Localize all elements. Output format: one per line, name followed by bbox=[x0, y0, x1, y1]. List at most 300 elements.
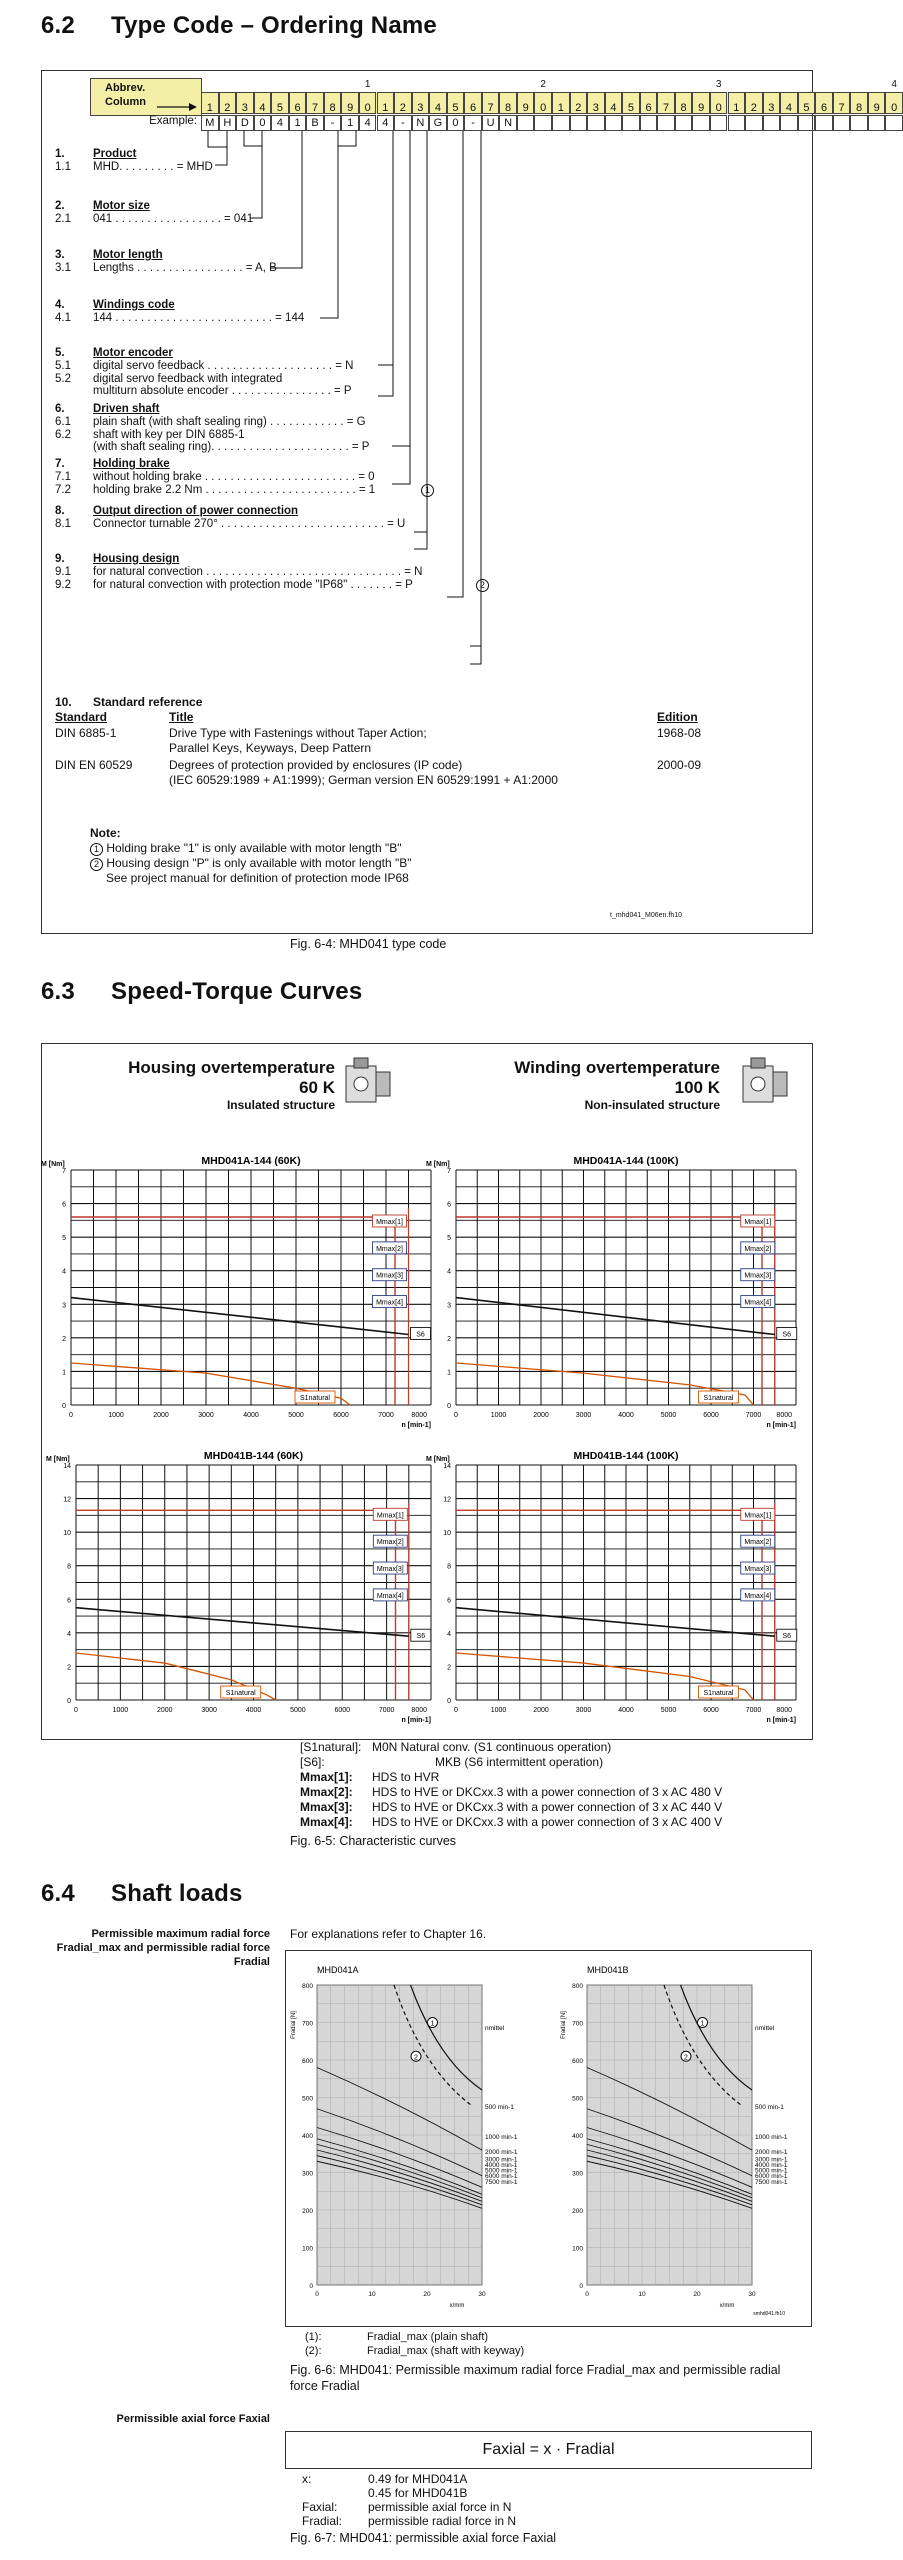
section-title: Type Code – Ordering Name bbox=[111, 12, 437, 39]
type-code-item bbox=[55, 403, 515, 454]
curve-marker-1-label: 1 bbox=[700, 2020, 705, 2028]
right-header-temp: 100 K bbox=[674, 1078, 720, 1097]
x-axis-label: n [min-1] bbox=[401, 1717, 431, 1724]
mmax-label: Mmax[1] bbox=[376, 1219, 403, 1226]
column-tens-cell: 1 bbox=[364, 79, 371, 90]
speed-torque-charts bbox=[41, 1120, 811, 1740]
item-line-text: shaft with key per DIN 6885-1 bbox=[93, 428, 245, 441]
y-tick-label: 800 bbox=[572, 1983, 583, 1990]
column-number-cell: 6 bbox=[640, 92, 658, 114]
note-1: Holding brake "1" is only available with motor length "B" bbox=[106, 841, 402, 855]
def-key: Fradial: bbox=[302, 2514, 343, 2528]
column-number-cell: 5 bbox=[271, 92, 289, 114]
y-tick-label: 2 bbox=[67, 1664, 71, 1672]
y-tick-label: 300 bbox=[302, 2170, 313, 2178]
y-tick-label: 0 bbox=[67, 1698, 71, 1705]
right-header bbox=[480, 1058, 720, 1112]
column-number-cell: 3 bbox=[587, 92, 605, 114]
x-tick-label: 5000 bbox=[660, 1412, 677, 1419]
std-col-standard: Standard bbox=[55, 710, 108, 724]
item-line-number: 5.2 bbox=[55, 372, 71, 385]
figure-caption-6-6: Fig. 6-6: MHD041: Permissible maximum radial force Fradial_max and permissible radial force Fradial bbox=[290, 2363, 781, 2393]
y-tick-label: 8 bbox=[447, 1563, 451, 1571]
column-number-cell: 7 bbox=[306, 92, 324, 114]
column-number-cell: 9 bbox=[868, 92, 886, 114]
mmax-label: Mmax[3] bbox=[744, 1272, 772, 1280]
column-number-cell: 6 bbox=[815, 92, 833, 114]
item-heading: Motor encoder bbox=[93, 347, 173, 359]
curve-marker-2-label: 2 bbox=[684, 2054, 688, 2062]
y-tick-label: 7 bbox=[62, 1168, 66, 1175]
x-tick-label: 10 bbox=[368, 2291, 376, 2298]
x-axis-label: n [min-1] bbox=[766, 1717, 796, 1724]
std-code: DIN EN 60529 bbox=[55, 758, 133, 772]
column-number-cell: 5 bbox=[798, 92, 816, 114]
item-line-number: 3.1 bbox=[55, 262, 71, 274]
example-char-cell: H bbox=[219, 115, 237, 131]
y-tick-label: 14 bbox=[443, 1463, 451, 1470]
notes bbox=[90, 826, 412, 886]
s6-label: S6 bbox=[416, 1633, 426, 1641]
item-line-number: 9.1 bbox=[55, 566, 71, 578]
y-tick-label: 1 bbox=[62, 1369, 66, 1377]
example-char-cell: 1 bbox=[341, 115, 359, 131]
y-tick-label: 100 bbox=[302, 2245, 313, 2253]
s1-label: S1natural bbox=[703, 1395, 734, 1402]
file-reference: t_mhd041_M06en.fh10 bbox=[610, 912, 682, 919]
x-tick-label: 4000 bbox=[243, 1412, 259, 1419]
std-code: DIN 6885-1 bbox=[55, 726, 117, 740]
y-tick-label: 6 bbox=[62, 1201, 66, 1209]
y-tick-label: 4 bbox=[447, 1630, 451, 1638]
column-number-cell: 1 bbox=[552, 92, 570, 114]
example-char-cell: N bbox=[499, 115, 517, 131]
legend-text: HDS to HVR bbox=[372, 1770, 440, 1784]
s6-line bbox=[71, 1298, 409, 1335]
column-number-cell: 1 bbox=[377, 92, 395, 114]
x-tick-label: 8000 bbox=[411, 1707, 427, 1714]
left-header-title: Housing overtemperature bbox=[128, 1058, 335, 1077]
speed-label: 7500 min-1 bbox=[755, 2178, 788, 2186]
curve-marker-1-label: 1 bbox=[430, 2020, 435, 2028]
x-tick-label: 5000 bbox=[660, 1707, 677, 1714]
example-label: Example: bbox=[149, 115, 197, 127]
x-tick-label: 3000 bbox=[201, 1707, 217, 1714]
y-tick-label: 400 bbox=[572, 2133, 583, 2140]
item-line-text: (with shaft sealing ring). . . . . . . . . . . . . . . . . . . . . . = P bbox=[93, 441, 370, 453]
item-heading: Windings code bbox=[93, 299, 175, 311]
column-number-cell: 7 bbox=[482, 92, 500, 114]
item-line-text: for natural convection . . . . . . . . . . . . . . . . . . . . . . . . . . . . . . . = N bbox=[93, 566, 423, 578]
y-tick-label: 5 bbox=[62, 1235, 66, 1243]
example-char-cell: - bbox=[464, 115, 482, 131]
x-axis-label: n [min-1] bbox=[401, 1422, 431, 1429]
x-tick-label: 10 bbox=[638, 2291, 646, 2298]
def-value: 0.45 for MHD041B bbox=[368, 2486, 468, 2500]
x-tick-label: 3000 bbox=[575, 1707, 592, 1714]
item-line-number: 9.2 bbox=[55, 578, 71, 591]
column-number-cell: 9 bbox=[517, 92, 535, 114]
legend-text: HDS to HVE or DKCxx.3 with a power connection of 3 x AC 480 V bbox=[372, 1785, 723, 1799]
speed-label: 2000 min-1 bbox=[755, 2148, 788, 2156]
x-tick-label: 20 bbox=[423, 2291, 431, 2298]
x-tick-label: 4000 bbox=[618, 1412, 634, 1419]
x-axis-label: x/mm bbox=[719, 2303, 735, 2309]
x-tick-label: 0 bbox=[454, 1707, 458, 1714]
x-tick-label: 1000 bbox=[112, 1707, 129, 1714]
example-char-cell: 4 bbox=[359, 115, 377, 131]
y-tick-label: 7 bbox=[447, 1168, 451, 1175]
y-tick-label: 6 bbox=[447, 1201, 451, 1209]
x-tick-label: 0 bbox=[315, 2291, 319, 2298]
s6-line bbox=[456, 1608, 775, 1637]
s1-label: S1natural bbox=[225, 1690, 256, 1697]
speed-label: nmittel bbox=[755, 2025, 775, 2032]
x-tick-label: 30 bbox=[748, 2291, 756, 2298]
mmax-label: Mmax[2] bbox=[376, 1245, 403, 1253]
column-number-cell: 2 bbox=[570, 92, 588, 114]
mmax-label: Mmax[3] bbox=[744, 1566, 772, 1574]
mmax-label: Mmax[2] bbox=[744, 1539, 772, 1547]
x-tick-label: 6000 bbox=[334, 1707, 351, 1714]
figure-caption-6-4: Fig. 6-4: MHD041 type code bbox=[290, 937, 447, 951]
std-col-title: Title bbox=[169, 710, 194, 724]
std-title-cont: Parallel Keys, Keyways, Deep Pattern bbox=[169, 741, 372, 755]
x-tick-label: 7000 bbox=[378, 1707, 395, 1714]
note-heading: Note: bbox=[90, 826, 121, 840]
std-title-cont: (IEC 60529:1989 + A1:1999); German version EN 60529:1991 + A1:2000 bbox=[169, 773, 558, 787]
std-title: Drive Type with Fastenings without Taper Action; bbox=[169, 726, 427, 740]
x-tick-label: 6000 bbox=[703, 1412, 719, 1419]
std-heading: Standard reference bbox=[93, 695, 203, 709]
y-tick-label: 200 bbox=[302, 2208, 313, 2215]
column-number-cell: 8 bbox=[850, 92, 868, 114]
y-tick-label: 500 bbox=[572, 2095, 583, 2103]
speed-label: 7500 min-1 bbox=[485, 2178, 518, 2186]
def-value: permissible radial force in N bbox=[368, 2514, 517, 2528]
x-tick-label: 0 bbox=[74, 1707, 78, 1714]
item-heading: Holding brake bbox=[93, 458, 170, 470]
example-char-cell: 4 bbox=[271, 115, 289, 131]
y-tick-label: 6 bbox=[67, 1597, 71, 1605]
column-number-cell: 4 bbox=[780, 92, 798, 114]
item-line-text: Connector turnable 270° . . . . . . . . . . . . . . . . . . . . . . . . . . = U bbox=[93, 518, 406, 530]
type-code-item bbox=[55, 505, 515, 531]
item-line-number: 1.1 bbox=[55, 161, 71, 173]
s1-label: S1natural bbox=[703, 1690, 734, 1697]
column-number-cell: 1 bbox=[728, 92, 746, 114]
example-char-cell: - bbox=[324, 115, 342, 131]
type-code-item bbox=[55, 200, 515, 226]
example-char-cell: B bbox=[306, 115, 324, 131]
type-code-item bbox=[55, 458, 515, 496]
chart-title: MHD041A-144 (100K) bbox=[573, 1155, 679, 1167]
column-number-cell: 6 bbox=[464, 92, 482, 114]
item-line-text: MHD. . . . . . . . . = MHD bbox=[93, 161, 213, 173]
y-tick-label: 200 bbox=[572, 2208, 583, 2215]
s6-label: S6 bbox=[782, 1633, 792, 1641]
x-tick-label: 8000 bbox=[776, 1412, 792, 1419]
item-line-text: Lengths . . . . . . . . . . . . . . . . . = A, B bbox=[93, 262, 277, 274]
mmax-label: Mmax[4] bbox=[744, 1299, 772, 1307]
chart-title: MHD041B bbox=[587, 1965, 629, 1975]
speed-label: 500 min-1 bbox=[755, 2103, 784, 2111]
y-tick-label: 400 bbox=[302, 2133, 313, 2140]
column-number-cell: 2 bbox=[394, 92, 412, 114]
item-heading: Driven shaft bbox=[93, 403, 160, 415]
radial-force-charts bbox=[285, 1950, 810, 2325]
right-header-sub: Non-insulated structure bbox=[584, 1098, 720, 1112]
radial-force-side-label: Permissible maximum radial force Fradial_max and permissible radial force Fradial bbox=[56, 1928, 270, 1968]
mmax-label: Mmax[4] bbox=[744, 1592, 772, 1600]
item-heading: Motor length bbox=[93, 249, 163, 261]
x-tick-label: 3000 bbox=[198, 1412, 214, 1419]
column-number-cell: 1 bbox=[201, 92, 219, 114]
legend-key: (1): bbox=[305, 2331, 322, 2343]
x-tick-label: 2000 bbox=[533, 1412, 549, 1419]
item-line-text: holding brake 2.2 Nm . . . . . . . . . . . . . . . . . . . . . . . . = 1 bbox=[93, 483, 376, 496]
speed-label: 1000 min-1 bbox=[755, 2133, 788, 2141]
speed-label: 4000 min-1 bbox=[755, 2161, 788, 2169]
column-number-cell: 2 bbox=[219, 92, 237, 114]
mmax-label: Mmax[1] bbox=[376, 1512, 404, 1520]
y-tick-label: 0 bbox=[447, 1403, 451, 1410]
column-number-cell: 4 bbox=[429, 92, 447, 114]
example-char-cell: U bbox=[482, 115, 500, 131]
x-tick-label: 2000 bbox=[153, 1412, 169, 1419]
legend-text: Fradial_max (shaft with keyway) bbox=[367, 2345, 525, 2357]
item-number: 9. bbox=[55, 553, 65, 565]
item-heading: Product bbox=[93, 148, 137, 160]
x-tick-label: 4000 bbox=[245, 1707, 262, 1714]
y-axis-label: M [Nm] bbox=[426, 1161, 450, 1168]
column-number-cell: 0 bbox=[359, 92, 377, 114]
legend-text: HDS to HVE or DKCxx.3 with a power connection of 3 x AC 400 V bbox=[372, 1815, 723, 1829]
figure-caption-6-5: Fig. 6-5: Characteristic curves bbox=[290, 1834, 457, 1848]
mmax-label: Mmax[1] bbox=[744, 1512, 772, 1520]
x-tick-label: 5000 bbox=[290, 1707, 306, 1714]
y-tick-label: 10 bbox=[63, 1530, 71, 1538]
item-line-text: digital servo feedback with integrated bbox=[93, 372, 283, 385]
item-number: 6. bbox=[55, 403, 65, 415]
radial-legend bbox=[305, 2330, 705, 2358]
column-number-cell: 7 bbox=[657, 92, 675, 114]
note-2: Housing design "P" is only available with motor length "B" bbox=[106, 856, 412, 870]
y-axis-label: M [Nm] bbox=[426, 1456, 450, 1463]
y-axis-label: M [Nm] bbox=[46, 1456, 70, 1463]
example-char-cell: D bbox=[236, 115, 254, 131]
circled-one-icon: 1 bbox=[421, 484, 434, 497]
column-number-cell: 5 bbox=[447, 92, 465, 114]
y-axis-label: Fradial [N] bbox=[291, 2011, 297, 2039]
x-tick-label: 1000 bbox=[490, 1707, 507, 1714]
radial-intro: For explanations refer to Chapter 16. bbox=[290, 1927, 487, 1941]
legend-key: Mmax[3]: bbox=[300, 1800, 353, 1814]
x-tick-label: 8000 bbox=[776, 1707, 792, 1714]
standard-reference bbox=[55, 695, 795, 790]
speed-label: 5000 min-1 bbox=[755, 2167, 788, 2175]
def-value: permissible axial force in N bbox=[368, 2500, 512, 2514]
std-number: 10. bbox=[55, 695, 72, 709]
section-number: 6.4 bbox=[41, 1880, 75, 1907]
column-number-cell: 6 bbox=[289, 92, 307, 114]
item-line-number: 6.2 bbox=[55, 428, 71, 441]
item-line-number: 7.1 bbox=[55, 471, 71, 483]
legend-text: Fradial_max (plain shaft) bbox=[367, 2331, 489, 2343]
y-tick-label: 14 bbox=[63, 1463, 71, 1470]
legend-key: Mmax[2]: bbox=[300, 1785, 353, 1799]
item-line-text: plain shaft (with shaft sealing ring) . . . . . . . . . . . . = G bbox=[93, 416, 366, 428]
x-tick-label: 4000 bbox=[618, 1707, 634, 1714]
s6-line bbox=[456, 1298, 775, 1335]
item-number: 5. bbox=[55, 347, 65, 359]
item-number: 2. bbox=[55, 200, 65, 212]
speed-label: 500 min-1 bbox=[485, 2103, 514, 2111]
s6-label: S6 bbox=[416, 1331, 425, 1339]
y-axis-label: M [Nm] bbox=[41, 1161, 65, 1168]
axial-formula-box bbox=[285, 2431, 812, 2469]
mmax-label: Mmax[4] bbox=[376, 1299, 403, 1307]
column-number-cell: 9 bbox=[341, 92, 359, 114]
column-number-cell: 4 bbox=[254, 92, 272, 114]
y-tick-label: 0 bbox=[579, 2283, 583, 2290]
x-tick-label: 7000 bbox=[745, 1412, 762, 1419]
y-axis-label: Fradial [N] bbox=[561, 2011, 567, 2039]
speed-label: 3000 min-1 bbox=[755, 2156, 788, 2164]
y-tick-label: 4 bbox=[67, 1630, 71, 1638]
std-title: Degrees of protection provided by enclosures (IP code) bbox=[169, 758, 463, 772]
example-char-cell: N bbox=[412, 115, 430, 131]
x-tick-label: 2000 bbox=[533, 1707, 549, 1714]
item-line-number: 2.1 bbox=[55, 213, 71, 225]
mmax-label: Mmax[2] bbox=[744, 1245, 772, 1253]
left-header-temp: 60 K bbox=[299, 1078, 335, 1097]
section-6-4-heading bbox=[41, 1880, 243, 1908]
speed-label: 5000 min-1 bbox=[485, 2167, 518, 2175]
column-tens-cell: 3 bbox=[715, 79, 722, 90]
y-tick-label: 2 bbox=[62, 1335, 66, 1343]
y-tick-label: 10 bbox=[443, 1530, 451, 1538]
y-tick-label: 300 bbox=[572, 2170, 583, 2178]
column-number-cell: 7 bbox=[833, 92, 851, 114]
y-tick-label: 800 bbox=[302, 1983, 313, 1990]
legend-text: MKB (S6 intermittent operation) bbox=[435, 1755, 604, 1769]
x-axis-label: x/mm bbox=[449, 2303, 465, 2309]
example-char-cell bbox=[885, 115, 903, 131]
type-code-item bbox=[55, 347, 515, 398]
legend-text: M0N Natural conv. (S1 continuous operation) bbox=[372, 1740, 612, 1754]
axial-formula: Faxial = x · Fradial bbox=[482, 2441, 615, 2458]
x-tick-label: 5000 bbox=[288, 1412, 304, 1419]
y-tick-label: 0 bbox=[62, 1403, 66, 1410]
legend-key: [S1natural]: bbox=[300, 1740, 362, 1754]
circled-one-icon: 1 bbox=[90, 843, 103, 856]
left-header bbox=[60, 1058, 335, 1112]
y-tick-label: 0 bbox=[447, 1698, 451, 1705]
column-number-cell: 3 bbox=[236, 92, 254, 114]
example-char-cell: 0 bbox=[254, 115, 272, 131]
x-tick-label: 2000 bbox=[156, 1707, 173, 1714]
right-header-title: Winding overtemperature bbox=[514, 1058, 720, 1077]
example-char-cell: 4 bbox=[377, 115, 395, 131]
x-tick-label: 8000 bbox=[411, 1412, 427, 1419]
legend-key: [S6]: bbox=[300, 1755, 325, 1769]
x-tick-label: 7000 bbox=[378, 1412, 394, 1419]
mmax-label: Mmax[4] bbox=[376, 1592, 404, 1600]
item-number: 8. bbox=[55, 505, 65, 517]
column-number-cell: 3 bbox=[763, 92, 781, 114]
y-tick-label: 3 bbox=[62, 1302, 66, 1310]
item-number: 1. bbox=[55, 148, 65, 160]
circled-two-icon: 2 bbox=[476, 579, 489, 592]
x-tick-label: 20 bbox=[693, 2291, 701, 2298]
y-tick-label: 700 bbox=[572, 2020, 583, 2028]
speed-label: nmittel bbox=[485, 2025, 505, 2032]
s6-line bbox=[76, 1608, 409, 1637]
axial-definitions bbox=[290, 2472, 690, 2528]
speed-label: 6000 min-1 bbox=[755, 2173, 788, 2181]
item-line-text: for natural convection with protection mode "IP68" . . . . . . . = P bbox=[93, 578, 413, 591]
column-number-cell: 0 bbox=[534, 92, 552, 114]
x-tick-label: 6000 bbox=[703, 1707, 719, 1714]
item-line-number: 4.1 bbox=[55, 312, 71, 324]
section-title: Shaft loads bbox=[111, 1880, 243, 1907]
x-tick-label: 30 bbox=[478, 2291, 486, 2298]
type-code-item bbox=[55, 299, 515, 325]
item-line-number: 8.1 bbox=[55, 518, 71, 530]
legend-key: Mmax[4]: bbox=[300, 1815, 353, 1829]
legend-key: Mmax[1]: bbox=[300, 1770, 353, 1784]
def-value: 0.49 for MHD041A bbox=[368, 2472, 468, 2486]
std-edition: 2000-09 bbox=[657, 758, 702, 772]
y-tick-label: 2 bbox=[447, 1335, 451, 1343]
type-code-item bbox=[55, 148, 515, 174]
column-number-cell: 8 bbox=[499, 92, 517, 114]
file-reference: smhd041.fh10 bbox=[753, 2311, 785, 2317]
y-tick-label: 4 bbox=[447, 1268, 451, 1276]
speed-label: 2000 min-1 bbox=[485, 2148, 518, 2156]
item-line-number: 5.1 bbox=[55, 360, 71, 372]
y-tick-label: 12 bbox=[63, 1496, 71, 1504]
y-tick-label: 5 bbox=[447, 1235, 451, 1243]
section-title: Speed-Torque Curves bbox=[111, 978, 363, 1005]
chart-title: MHD041B-144 (60K) bbox=[203, 1450, 304, 1462]
column-number-cell: 0 bbox=[885, 92, 903, 114]
item-heading: Housing design bbox=[93, 553, 180, 565]
column-label: Column bbox=[105, 96, 146, 108]
item-line-text: without holding brake . . . . . . . . . . . . . . . . . . . . . . . . = 0 bbox=[93, 471, 375, 483]
column-number-cell: 9 bbox=[692, 92, 710, 114]
figure-caption-6-7: Fig. 6-7: MHD041: permissible axial force Faxial bbox=[290, 2531, 557, 2545]
x-tick-label: 1000 bbox=[108, 1412, 124, 1419]
y-tick-label: 2 bbox=[447, 1664, 451, 1672]
y-tick-label: 600 bbox=[572, 2058, 583, 2065]
item-line-text: 041 . . . . . . . . . . . . . . . . . = 041 bbox=[93, 213, 254, 225]
section-number: 6.3 bbox=[41, 978, 75, 1005]
y-tick-label: 600 bbox=[302, 2058, 313, 2065]
speed-label: 1000 min-1 bbox=[485, 2133, 518, 2141]
column-number-cell: 5 bbox=[622, 92, 640, 114]
column-number-cell: 4 bbox=[605, 92, 623, 114]
x-tick-label: 1000 bbox=[490, 1412, 507, 1419]
speed-torque-legend bbox=[300, 1740, 800, 1830]
left-header-sub: Insulated structure bbox=[226, 1098, 335, 1112]
y-tick-label: 12 bbox=[443, 1496, 451, 1504]
abbrev-label: Abbrev. bbox=[105, 82, 146, 94]
column-number-cell: 8 bbox=[324, 92, 342, 114]
note-3: See project manual for definition of protection mode IP68 bbox=[106, 871, 409, 885]
column-number-cell: 2 bbox=[745, 92, 763, 114]
